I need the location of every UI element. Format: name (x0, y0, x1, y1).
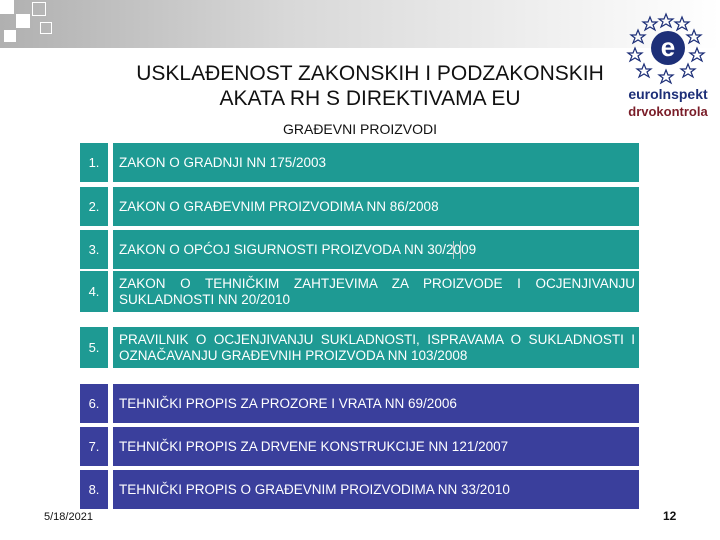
item-text: PRAVILNIK O OCJENJIVANJU SUKLADNOSTI, ISPRAVAMA O SUKLADNOSTI I OZNAČAVANJU GRAĐEVNIH PROIZVODA NN 103/2008 (113, 327, 639, 368)
text-cursor-icon (453, 241, 461, 259)
decor-square (16, 14, 30, 28)
page-number: 12 (663, 509, 677, 523)
item-number: 1. (80, 143, 108, 182)
item-number: 3. (80, 230, 108, 269)
item-text: ZAKON O TEHNIČKIM ZAHTJEVIMA ZA PROIZVODE I OCJENJIVANJU SUKLADNOSTI NN 20/2010 (113, 271, 639, 312)
slide-subtitle: GRAĐEVNI PROIZVODI (282, 121, 438, 137)
item-text: ZAKON O GRAĐEVNIM PROIZVODIMA NN 86/2008 (113, 187, 639, 226)
logo-brand-line1: eurolnspekt (628, 86, 708, 102)
decor-square (4, 30, 16, 42)
item-number: 2. (80, 187, 108, 226)
svg-text:e: e (660, 32, 676, 62)
slide-title-line2: AKATA RH S DIREKTIVAMA EU (219, 87, 521, 110)
item-number: 7. (80, 427, 108, 466)
item-text: TEHNIČKI PROPIS ZA PROZORE I VRATA NN 69/2006 (113, 384, 639, 423)
item-text: TEHNIČKI PROPIS ZA DRVENE KONSTRUKCIJE NN 121/2007 (113, 427, 639, 466)
item-number: 4. (80, 271, 108, 312)
item-text: ZAKON O GRADNJI NN 175/2003 (113, 143, 639, 182)
logo-brand-line2: drvokontrola (628, 104, 708, 119)
item-text: ZAKON O OPĆOJ SIGURNOSTI PROIZVODA NN 30/2009 (113, 230, 639, 269)
item-number: 6. (80, 384, 108, 423)
item-number: 5. (80, 327, 108, 368)
logo-emblem-icon (620, 4, 716, 86)
euroinspekt-logo (620, 4, 716, 122)
item-text: TEHNIČKI PROPIS O GRAĐEVNIM PROIZVODIMA NN 33/2010 (113, 470, 639, 509)
header-gradient-bar (0, 0, 720, 48)
slide-date: 5/18/2021 (44, 511, 93, 523)
slide-title-line1: USKLAĐENOST ZAKONSKIH I PODZAKONSKIH (136, 62, 604, 85)
decor-square (40, 22, 52, 34)
decor-square (32, 2, 46, 16)
item-number: 8. (80, 470, 108, 509)
decor-square (0, 0, 14, 14)
